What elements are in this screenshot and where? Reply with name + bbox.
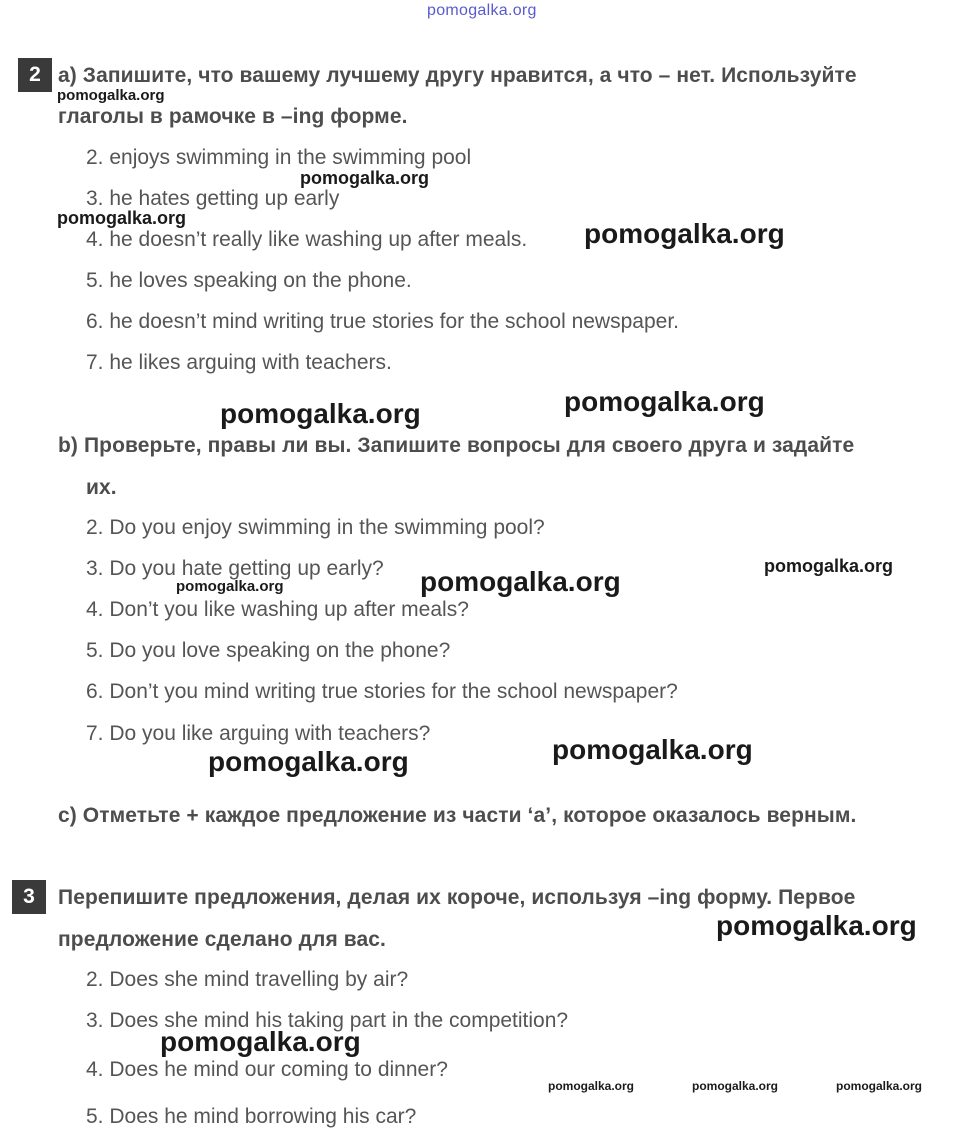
- list-item: 3. he hates getting up early: [86, 187, 340, 210]
- list-item: 2. enjoys swimming in the swimming pool: [86, 146, 472, 169]
- watermark: pomogalka.org: [836, 1079, 923, 1093]
- watermark: pomogalka.org: [300, 168, 430, 188]
- top-watermark: pomogalka.org: [427, 2, 537, 19]
- exercise-2b-heading-line1: b) Проверьте, правы ли вы. Запишите вопросы для своего друга и задайте: [58, 434, 855, 457]
- list-item: 6. Don’t you mind writing true stories for the school newspaper?: [86, 680, 678, 703]
- exercise-3-heading-line1: Перепишите предложения, делая их короче, используя –ing форму. Первое: [58, 886, 856, 909]
- list-item: 5. he loves speaking on the phone.: [86, 269, 412, 292]
- watermark: pomogalka.org: [176, 578, 284, 595]
- list-item: 2. Does she mind travelling by air?: [86, 968, 409, 991]
- exercise-2-number: 2: [18, 58, 52, 92]
- list-item: 2. Do you enjoy swimming in the swimming pool?: [86, 516, 545, 539]
- watermark: pomogalka.org: [548, 1079, 635, 1093]
- watermark: pomogalka.org: [57, 208, 187, 228]
- watermark: pomogalka.org: [220, 398, 421, 429]
- watermark: pomogalka.org: [764, 556, 894, 576]
- exercise-2c-heading: c) Отметьте + каждое предложение из части ‘a’, которое оказалось верным.: [58, 804, 857, 827]
- watermark: pomogalka.org: [564, 386, 765, 417]
- list-item: 3. Do you hate getting up early?: [86, 557, 384, 580]
- watermark: pomogalka.org: [716, 910, 917, 941]
- list-item: 3. Does she mind his taking part in the competition?: [86, 1009, 569, 1032]
- list-item: 4. he doesn’t really like washing up after meals.: [86, 228, 528, 251]
- list-item: 4. Does he mind our coming to dinner?: [86, 1058, 448, 1081]
- watermark: pomogalka.org: [584, 218, 785, 249]
- watermark: pomogalka.org: [57, 87, 165, 104]
- list-item: 4. Don’t you like washing up after meals?: [86, 598, 469, 621]
- exercise-2a-heading-line2: глаголы в рамочке в –ing форме.: [58, 105, 408, 128]
- exercise-2a-heading-line1: а) Запишите, что вашему лучшему другу нравится, а что – нет. Используйте: [58, 64, 857, 87]
- exercise-3-number: 3: [12, 880, 46, 914]
- list-item: 5. Does he mind borrowing his car?: [86, 1105, 417, 1128]
- watermark: pomogalka.org: [692, 1079, 779, 1093]
- watermark: pomogalka.org: [552, 734, 753, 765]
- watermark: pomogalka.org: [160, 1026, 361, 1057]
- exercise-3-heading-line2: предложение сделано для вас.: [58, 928, 386, 951]
- list-item: 6. he doesn’t mind writing true stories for the school newspaper.: [86, 310, 679, 333]
- watermark: pomogalka.org: [420, 566, 621, 597]
- list-item: 5. Do you love speaking on the phone?: [86, 639, 451, 662]
- list-item: 7. Do you like arguing with teachers?: [86, 722, 431, 745]
- watermark: pomogalka.org: [208, 746, 409, 777]
- exercise-2b-heading-line2: их.: [86, 476, 117, 499]
- list-item: 7. he likes arguing with teachers.: [86, 351, 392, 374]
